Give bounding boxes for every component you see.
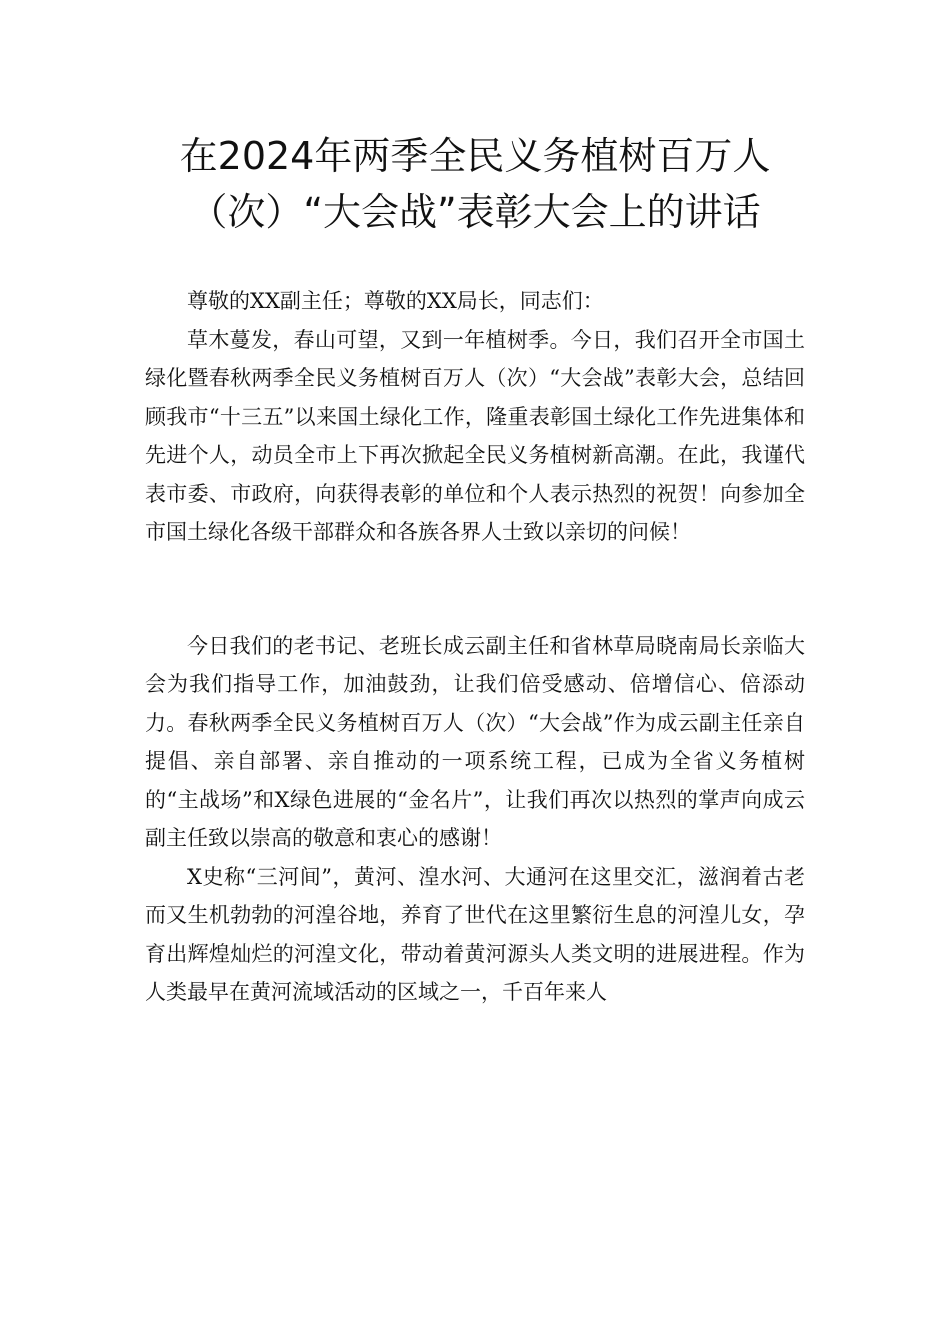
- paragraph-3: X史称“三河间”，黄河、湟水河、大通河在这里交汇，滋润着古老而又生机勃勃的河湟谷地，养育了世代在这里繁衍生息的河湟儿女，孕育出辉煌灿烂的河湟文化，带动着黄河源头人类文明的进展进程。作为人类最早在黄河流域活动的区域之一，千百年来人: [145, 864, 805, 1004]
- title-line-1: 在2024年两季全民义务植树百万人: [179, 134, 771, 178]
- salutation: 尊敬的XX副主任；尊敬的XX局长，同志们：: [187, 289, 604, 313]
- title-line-2: （次）“大会战”表彰大会上的讲话: [189, 190, 761, 234]
- document-title: [100, 128, 850, 240]
- document-body: [145, 282, 805, 1012]
- paragraph-2: 今日我们的老书记、老班长成云副主任和省林草局晓南局长亲临大会为我们指导工作，加油鼓劲，让我们倍受感动、倍增信心、倍添动力。春秋两季全民义务植树百万人（次）“大会战”作为成云副主任亲自提倡、亲自部署、亲自推动的一项系统工程，已成为全省义务植树的“主战场”和X绿色进展的“金名片”，让我们再次以热烈的掌声向成云副主任致以崇高的敬意和衷心的感谢！: [145, 633, 805, 850]
- paragraph-1: 草木蔓发，春山可望，又到一年植树季。今日，我们召开全市国土绿化暨春秋两季全民义务植树百万人（次）“大会战”表彰大会，总结回顾我市“十三五”以来国土绿化工作，隆重表彰国土绿化工作先进集体和先进个人，动员全市上下再次掀起全民义务植树新高潮。在此，我谨代表市委、市政府，向获得表彰的单位和个人表示热烈的祝贺！向参加全市国土绿化各级干部群众和各族各界人士致以亲切的问候！: [145, 327, 805, 544]
